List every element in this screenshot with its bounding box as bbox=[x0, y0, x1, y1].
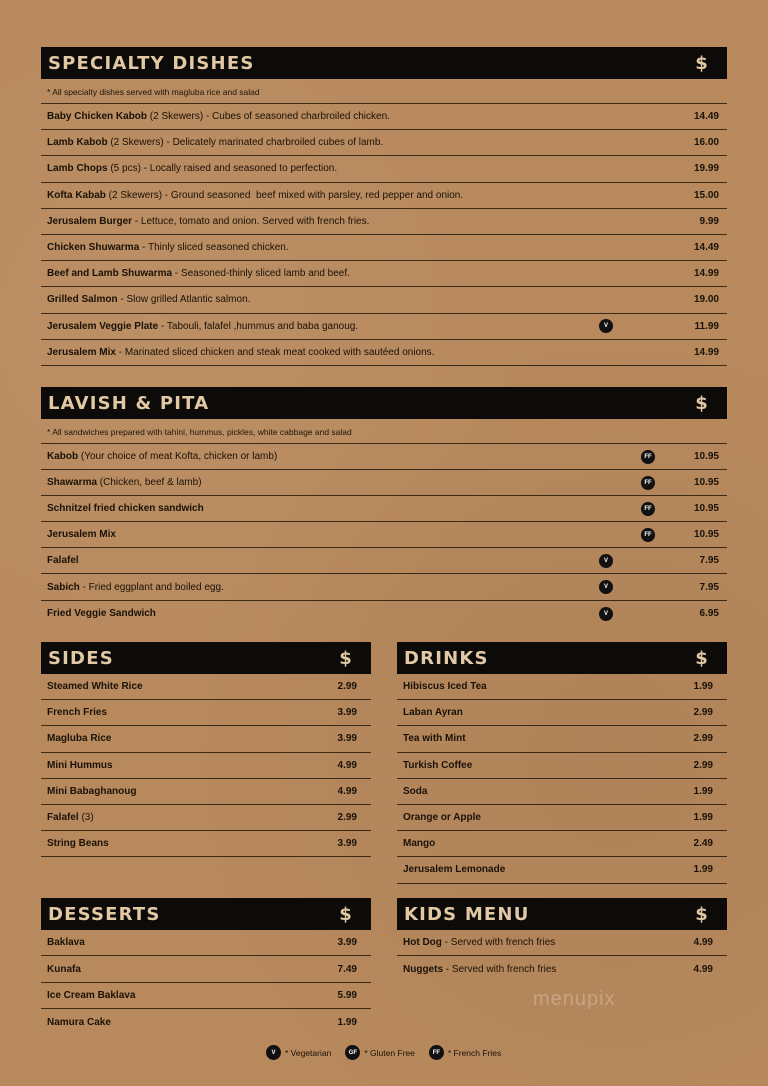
section-title: SPECIALTY DISHES bbox=[48, 52, 255, 74]
menu-item bbox=[41, 314, 727, 340]
item-name: Laban Ayran bbox=[403, 707, 463, 719]
item-name: Ice Cream Baklava bbox=[47, 989, 136, 1001]
item-price: 14.99 bbox=[693, 268, 719, 280]
menu-item bbox=[41, 726, 371, 752]
item-price: 7.49 bbox=[337, 963, 357, 975]
item-name: Mini Hummus bbox=[47, 759, 113, 771]
item-name: Sabich bbox=[47, 581, 80, 593]
item-description: - Served with french fries bbox=[443, 963, 557, 975]
specialty-section bbox=[41, 47, 727, 366]
menu-item bbox=[41, 548, 727, 574]
menu-item bbox=[397, 956, 727, 982]
menu-item bbox=[397, 930, 727, 956]
item-price: 10.95 bbox=[693, 503, 719, 515]
item-name: Fried Veggie Sandwich bbox=[47, 608, 156, 620]
vegetarian-icon: V bbox=[599, 554, 613, 568]
section-title: DRINKS bbox=[404, 647, 489, 669]
legend-label: * Gluten Free bbox=[364, 1047, 415, 1058]
vegetarian-icon: V bbox=[266, 1045, 281, 1060]
item-name: Jerusalem Mix bbox=[47, 346, 116, 358]
item-name: Namura Cake bbox=[47, 1016, 111, 1028]
menu-item bbox=[397, 779, 727, 805]
section-note: * All specialty dishes served with magluba rice and salad bbox=[41, 79, 727, 104]
item-price: 10.95 bbox=[693, 477, 719, 489]
item-name: Turkish Coffee bbox=[403, 759, 473, 771]
menu-item bbox=[41, 104, 727, 130]
item-name: Jerusalem Veggie Plate bbox=[47, 320, 159, 332]
item-price: 3.99 bbox=[337, 838, 357, 850]
dollar-icon: $ bbox=[695, 903, 709, 925]
section-title: KIDS MENU bbox=[404, 903, 530, 925]
menu-item bbox=[41, 496, 727, 522]
item-description: (5 pcs) - Locally raised and seasoned to perfection. bbox=[107, 163, 338, 175]
item-price: 4.99 bbox=[693, 963, 713, 975]
item-price: 3.99 bbox=[337, 937, 357, 949]
item-price: 4.99 bbox=[337, 785, 357, 797]
item-price: 2.99 bbox=[337, 812, 357, 824]
item-name: Kunafa bbox=[47, 963, 81, 975]
item-description: (Your choice of meat Kofta, chicken or lamb) bbox=[78, 451, 278, 463]
menu-item bbox=[41, 235, 727, 261]
menu-item bbox=[41, 574, 727, 600]
gluten-free-icon: GF bbox=[345, 1045, 360, 1060]
item-name: Lamb Chops bbox=[47, 163, 108, 175]
sides-list bbox=[41, 674, 371, 857]
dollar-icon: $ bbox=[695, 392, 709, 414]
item-price: 1.99 bbox=[693, 785, 713, 797]
menu-item bbox=[41, 130, 727, 156]
item-price: 1.99 bbox=[693, 812, 713, 824]
menu-item bbox=[41, 261, 727, 287]
item-price: 14.49 bbox=[693, 111, 719, 123]
item-description: - Fried eggplant and boiled egg. bbox=[79, 581, 224, 593]
menu-item bbox=[41, 209, 727, 235]
kids-list bbox=[397, 930, 727, 982]
item-name: Lamb Kabob bbox=[47, 137, 108, 149]
dollar-icon: $ bbox=[695, 52, 709, 74]
french-fries-icon: FF bbox=[429, 1045, 444, 1060]
sides-header bbox=[41, 642, 371, 674]
french-fries-icon: FF bbox=[641, 476, 655, 490]
item-price: 10.95 bbox=[693, 451, 719, 463]
item-description: - Slow grilled Atlantic salmon. bbox=[117, 294, 251, 306]
menu-item bbox=[397, 805, 727, 831]
legend-vegetarian bbox=[266, 1045, 331, 1060]
item-name: Schnitzel fried chicken sandwich bbox=[47, 503, 204, 515]
item-price: 15.00 bbox=[693, 189, 719, 201]
item-description: - Lettuce, tomato and onion. Served with french fries. bbox=[132, 215, 370, 227]
item-price: 9.99 bbox=[699, 215, 719, 227]
item-description: (2 Skewers) - Cubes of seasoned charbroiled chicken. bbox=[147, 111, 390, 123]
item-price: 10.95 bbox=[693, 529, 719, 541]
drinks-list bbox=[397, 674, 727, 884]
menu-item bbox=[41, 287, 727, 313]
item-name: Orange or Apple bbox=[403, 812, 481, 824]
item-name: Magluba Rice bbox=[47, 733, 112, 745]
item-name: Tea with Mint bbox=[403, 733, 466, 745]
item-price: 19.99 bbox=[693, 163, 719, 175]
vegetarian-icon: V bbox=[599, 607, 613, 621]
item-price: 2.99 bbox=[693, 759, 713, 771]
menu-item bbox=[41, 831, 371, 857]
menu-item bbox=[41, 522, 727, 548]
menu-item bbox=[41, 983, 371, 1009]
item-name: Shawarma bbox=[47, 477, 98, 489]
item-price: 4.99 bbox=[337, 759, 357, 771]
item-price: 1.99 bbox=[693, 864, 713, 876]
item-price: 7.95 bbox=[699, 581, 719, 593]
menu-item bbox=[397, 857, 727, 883]
item-name: Nuggets bbox=[403, 963, 443, 975]
specialty-header bbox=[41, 47, 727, 79]
legend-label: * French Fries bbox=[447, 1047, 502, 1058]
item-name: Baby Chicken Kabob bbox=[47, 111, 148, 123]
item-price: 14.49 bbox=[693, 242, 719, 254]
item-price: 1.99 bbox=[693, 681, 713, 693]
item-name: Chicken Shuwarma bbox=[47, 242, 140, 254]
menu-item bbox=[41, 156, 727, 182]
menu-item bbox=[41, 1009, 371, 1035]
menu-item bbox=[41, 956, 371, 982]
item-price: 2.99 bbox=[693, 733, 713, 745]
item-name: Jerusalem Mix bbox=[47, 529, 116, 541]
item-price: 5.99 bbox=[337, 989, 357, 1001]
section-title: LAVISH & PITA bbox=[48, 392, 210, 414]
menu-item bbox=[397, 831, 727, 857]
drinks-header bbox=[397, 642, 727, 674]
desserts-section bbox=[41, 898, 371, 1036]
item-description: - Thinly sliced seasoned chicken. bbox=[139, 242, 289, 254]
item-name: Hot Dog bbox=[403, 937, 442, 949]
legend bbox=[266, 1045, 515, 1060]
item-price: 16.00 bbox=[693, 137, 719, 149]
menu-item bbox=[41, 674, 371, 700]
kids-section bbox=[397, 898, 727, 982]
french-fries-icon: FF bbox=[641, 528, 655, 542]
section-note: * All sandwiches prepared with tahini, hummus, pickles, white cabbage and salad bbox=[41, 419, 727, 444]
item-name: Beef and Lamb Shuwarma bbox=[47, 268, 173, 280]
item-price: 2.99 bbox=[337, 681, 357, 693]
menu-item bbox=[41, 183, 727, 209]
french-fries-icon: FF bbox=[641, 450, 655, 464]
item-name: Mini Babaghanoug bbox=[47, 785, 137, 797]
item-description: - Tabouli, falafel ,hummus and baba ganoug. bbox=[158, 320, 359, 332]
item-price: 14.99 bbox=[693, 346, 719, 358]
menu-item bbox=[41, 753, 371, 779]
item-name: Jerusalem Lemonade bbox=[403, 864, 506, 876]
item-name: String Beans bbox=[47, 838, 109, 850]
vegetarian-icon: V bbox=[599, 580, 613, 594]
desserts-list bbox=[41, 930, 371, 1036]
item-description: (2 Skewers) - Ground seasoned beef mixed with parsley, red pepper and onion. bbox=[105, 189, 464, 201]
menu-item bbox=[41, 470, 727, 496]
specialty-list bbox=[41, 104, 727, 366]
menu-item bbox=[397, 753, 727, 779]
menu-item bbox=[397, 700, 727, 726]
legend-gluten-free bbox=[345, 1045, 415, 1060]
item-name: Jerusalem Burger bbox=[47, 215, 133, 227]
item-price: 4.99 bbox=[693, 937, 713, 949]
menu-item bbox=[41, 805, 371, 831]
item-price: 19.00 bbox=[693, 294, 719, 306]
menu-item bbox=[397, 726, 727, 752]
vegetarian-icon: V bbox=[599, 319, 613, 333]
menu-item bbox=[41, 601, 727, 627]
kids-header bbox=[397, 898, 727, 930]
menu-item bbox=[41, 700, 371, 726]
menu-item bbox=[41, 340, 727, 366]
item-price: 11.99 bbox=[694, 320, 719, 332]
item-price: 3.99 bbox=[337, 707, 357, 719]
sides-section bbox=[41, 642, 371, 857]
section-title: SIDES bbox=[48, 647, 114, 669]
menu-item bbox=[397, 674, 727, 700]
item-description: - Marinated sliced chicken and steak meat cooked with sautéed onions. bbox=[115, 346, 435, 358]
item-name: Kofta Kabab bbox=[47, 189, 106, 201]
french-fries-icon: FF bbox=[641, 502, 655, 516]
item-name: Mango bbox=[403, 838, 436, 850]
item-description: (3) bbox=[78, 812, 94, 824]
item-price: 7.95 bbox=[699, 555, 719, 567]
watermark: menupix bbox=[533, 988, 616, 1010]
item-description: (2 Skewers) - Delicately marinated charbroiled cubes of lamb. bbox=[107, 137, 384, 149]
dollar-icon: $ bbox=[339, 903, 353, 925]
lavish-section bbox=[41, 387, 727, 627]
item-price: 6.95 bbox=[699, 608, 719, 620]
dollar-icon: $ bbox=[339, 647, 353, 669]
item-description: - Served with french fries bbox=[441, 937, 556, 949]
item-price: 3.99 bbox=[337, 733, 357, 745]
menu-item bbox=[41, 444, 727, 470]
item-name: Baklava bbox=[47, 937, 85, 949]
desserts-header bbox=[41, 898, 371, 930]
dollar-icon: $ bbox=[695, 647, 709, 669]
drinks-section bbox=[397, 642, 727, 884]
item-name: Steamed White Rice bbox=[47, 681, 143, 693]
item-description: - Seasoned-thinly sliced lamb and beef. bbox=[172, 268, 350, 280]
lavish-header bbox=[41, 387, 727, 419]
item-name: French Fries bbox=[47, 707, 108, 719]
item-name: Kabob bbox=[47, 451, 79, 463]
item-price: 2.49 bbox=[693, 838, 713, 850]
menu-item bbox=[41, 930, 371, 956]
legend-french-fries bbox=[429, 1045, 501, 1060]
legend-label: * Vegetarian bbox=[285, 1047, 332, 1058]
item-name: Falafel bbox=[47, 555, 79, 567]
lavish-list bbox=[41, 444, 727, 627]
item-description: (Chicken, beef & lamb) bbox=[97, 477, 202, 489]
item-name: Falafel bbox=[47, 812, 79, 824]
item-price: 1.99 bbox=[337, 1016, 357, 1028]
item-name: Grilled Salmon bbox=[47, 294, 118, 306]
item-name: Soda bbox=[403, 785, 428, 797]
item-price: 2.99 bbox=[693, 707, 713, 719]
section-title: DESSERTS bbox=[48, 903, 161, 925]
menu-item bbox=[41, 779, 371, 805]
item-name: Hibiscus Iced Tea bbox=[403, 681, 487, 693]
